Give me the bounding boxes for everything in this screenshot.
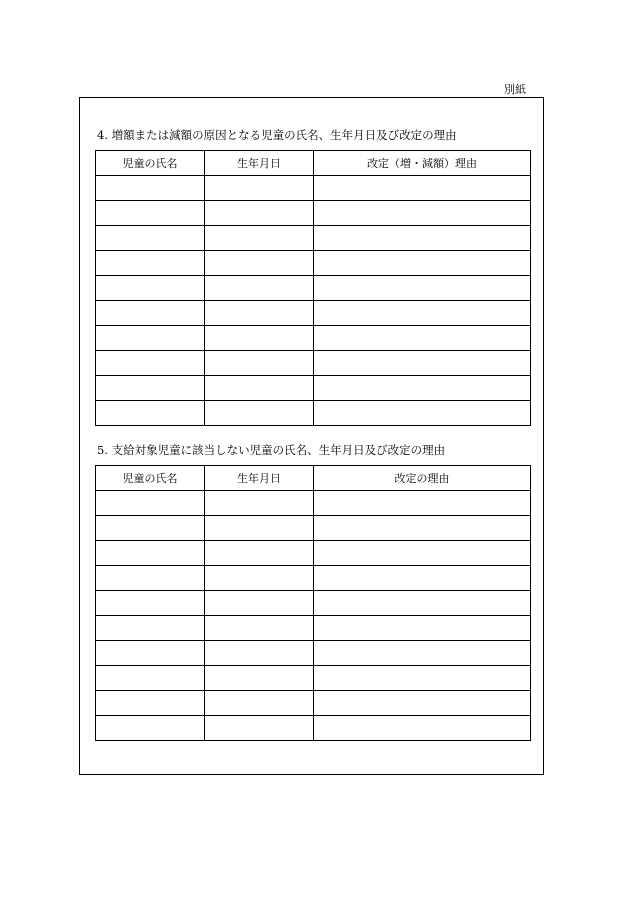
header-revision-reason: 改定（増・減額）理由	[314, 151, 531, 176]
header-child-name: 児童の氏名	[96, 151, 205, 176]
cell-revision-reason[interactable]	[314, 591, 531, 616]
cell-birth-date[interactable]	[205, 666, 314, 691]
cell-revision-reason[interactable]	[314, 201, 531, 226]
cell-birth-date[interactable]	[205, 251, 314, 276]
table-row	[96, 591, 531, 616]
cell-child-name[interactable]	[96, 591, 205, 616]
cell-revision-reason[interactable]	[314, 516, 531, 541]
cell-revision-reason[interactable]	[314, 666, 531, 691]
cell-revision-reason[interactable]	[314, 351, 531, 376]
table-row	[96, 176, 531, 201]
cell-child-name[interactable]	[96, 376, 205, 401]
cell-revision-reason[interactable]	[314, 251, 531, 276]
header-revision-reason: 改定の理由	[314, 466, 531, 491]
header-child-name: 児童の氏名	[96, 466, 205, 491]
cell-birth-date[interactable]	[205, 326, 314, 351]
section-5-rows	[96, 491, 531, 741]
cell-birth-date[interactable]	[205, 376, 314, 401]
cell-birth-date[interactable]	[205, 641, 314, 666]
cell-birth-date[interactable]	[205, 276, 314, 301]
cell-child-name[interactable]	[96, 401, 205, 426]
table-row	[96, 566, 531, 591]
table-row	[96, 616, 531, 641]
section-4-rows	[96, 176, 531, 426]
cell-birth-date[interactable]	[205, 491, 314, 516]
cell-birth-date[interactable]	[205, 716, 314, 741]
cell-birth-date[interactable]	[205, 351, 314, 376]
table-row	[96, 666, 531, 691]
cell-child-name[interactable]	[96, 616, 205, 641]
table-header-row	[96, 151, 531, 176]
cell-revision-reason[interactable]	[314, 276, 531, 301]
cell-child-name[interactable]	[96, 276, 205, 301]
cell-birth-date[interactable]	[205, 691, 314, 716]
cell-birth-date[interactable]	[205, 401, 314, 426]
table-row	[96, 251, 531, 276]
cell-birth-date[interactable]	[205, 541, 314, 566]
cell-revision-reason[interactable]	[314, 401, 531, 426]
table-row	[96, 516, 531, 541]
cell-revision-reason[interactable]	[314, 716, 531, 741]
header-birth-date: 生年月日	[205, 466, 314, 491]
cell-child-name[interactable]	[96, 666, 205, 691]
section-5-title: 5. 支給対象児童に該当しない児童の氏名、生年月日及び改定の理由	[97, 443, 446, 457]
cell-revision-reason[interactable]	[314, 326, 531, 351]
cell-child-name[interactable]	[96, 251, 205, 276]
table-row	[96, 641, 531, 666]
cell-child-name[interactable]	[96, 176, 205, 201]
cell-child-name[interactable]	[96, 201, 205, 226]
table-row	[96, 226, 531, 251]
section-5-table	[95, 465, 531, 741]
cell-child-name[interactable]	[96, 566, 205, 591]
cell-birth-date[interactable]	[205, 566, 314, 591]
section-4-title: 4. 増額または減額の原因となる児童の氏名、生年月日及び改定の理由	[97, 128, 457, 142]
cell-birth-date[interactable]	[205, 516, 314, 541]
cell-child-name[interactable]	[96, 326, 205, 351]
table-row	[96, 716, 531, 741]
table-row	[96, 401, 531, 426]
attachment-label: 別紙	[504, 83, 526, 96]
table-header-row	[96, 466, 531, 491]
table-row	[96, 491, 531, 516]
cell-revision-reason[interactable]	[314, 376, 531, 401]
header-birth-date: 生年月日	[205, 151, 314, 176]
table-row	[96, 376, 531, 401]
table-row	[96, 351, 531, 376]
cell-revision-reason[interactable]	[314, 301, 531, 326]
cell-birth-date[interactable]	[205, 201, 314, 226]
section-4-table	[95, 150, 531, 426]
cell-birth-date[interactable]	[205, 616, 314, 641]
cell-birth-date[interactable]	[205, 301, 314, 326]
table-row	[96, 541, 531, 566]
cell-child-name[interactable]	[96, 691, 205, 716]
cell-revision-reason[interactable]	[314, 541, 531, 566]
cell-child-name[interactable]	[96, 541, 205, 566]
cell-child-name[interactable]	[96, 226, 205, 251]
cell-child-name[interactable]	[96, 716, 205, 741]
cell-child-name[interactable]	[96, 351, 205, 376]
cell-birth-date[interactable]	[205, 591, 314, 616]
cell-birth-date[interactable]	[205, 176, 314, 201]
cell-revision-reason[interactable]	[314, 566, 531, 591]
cell-revision-reason[interactable]	[314, 616, 531, 641]
cell-child-name[interactable]	[96, 516, 205, 541]
cell-revision-reason[interactable]	[314, 641, 531, 666]
cell-birth-date[interactable]	[205, 226, 314, 251]
cell-revision-reason[interactable]	[314, 691, 531, 716]
cell-revision-reason[interactable]	[314, 226, 531, 251]
cell-child-name[interactable]	[96, 641, 205, 666]
table-row	[96, 276, 531, 301]
cell-child-name[interactable]	[96, 301, 205, 326]
table-row	[96, 326, 531, 351]
cell-revision-reason[interactable]	[314, 491, 531, 516]
cell-child-name[interactable]	[96, 491, 205, 516]
table-row	[96, 201, 531, 226]
table-row	[96, 301, 531, 326]
table-row	[96, 691, 531, 716]
cell-revision-reason[interactable]	[314, 176, 531, 201]
